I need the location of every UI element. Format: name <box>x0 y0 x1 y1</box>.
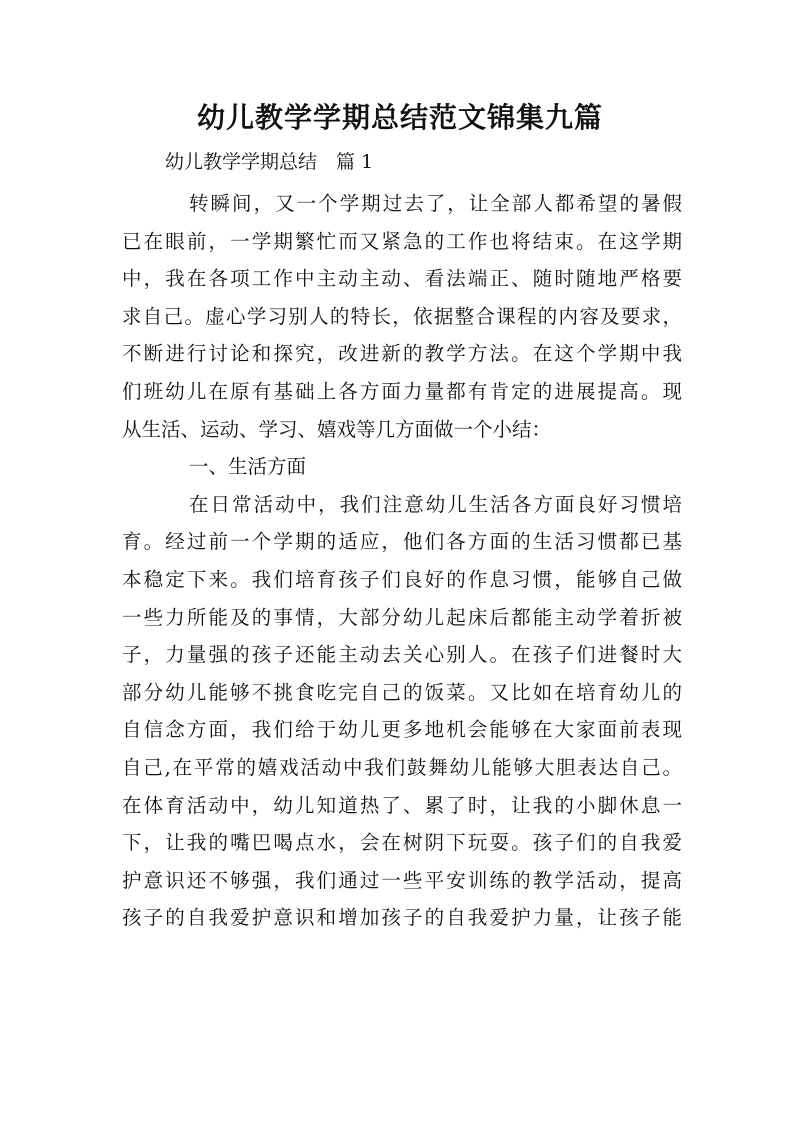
section-heading: 一、生活方面 <box>189 455 307 479</box>
paragraph-line: 本稳定下来。我们培育孩子们良好的作息习惯，能够自己做 <box>122 567 682 591</box>
paragraph-line: 求自己。虚心学习别人的特长，依据整合课程的内容及要求， <box>122 304 682 328</box>
paragraph-line: 子，力量强的孩子还能主动去关心别人。在孩子们进餐时大 <box>122 643 682 667</box>
paragraph-line: 下，让我的嘴巴喝点水，会在树阴下玩耍。孩子们的自我爱 <box>122 831 682 855</box>
paragraph-life <box>122 486 682 937</box>
paragraph-line: 孩子的自我爱护意识和增加孩子的自我爱护力量，让孩子能 <box>122 906 682 930</box>
paragraph-line: 转瞬间，又一个学期过去了，让全部人都希望的暑假 <box>189 192 682 215</box>
paragraph-intro <box>122 185 682 448</box>
paragraph-line: 自己,在平常的嬉戏活动中我们鼓舞幼儿能够大胆表达自己。 <box>122 755 682 779</box>
paragraph-line: 从生活、运动、学习、嬉戏等几方面做一个小结： <box>122 417 552 441</box>
document-body <box>122 185 682 937</box>
paragraph-line: 在体育活动中，幼儿知道热了、累了时，让我的小脚休息一 <box>122 793 682 817</box>
paragraph-line: 在日常活动中，我们注意幼儿生活各方面良好习惯培 <box>189 492 682 516</box>
paragraph-line: 中，我在各项工作中主动主动、看法端正、随时随地严格要 <box>122 267 682 291</box>
paragraph-line: 部分幼儿能够不挑食吃完自己的饭菜。又比如在培育幼儿的 <box>122 680 682 704</box>
paragraph-line: 不断进行讨论和探究，改进新的教学方法。在这个学期中我 <box>122 342 682 366</box>
paragraph-line: 一些力所能及的事情，大部分幼儿起床后都能主动学着折被 <box>122 605 682 629</box>
paragraph-line: 护意识还不够强，我们通过一些平安训练的教学活动，提高 <box>122 868 682 892</box>
section-subtitle: 幼儿教学学期总结 篇 1 <box>165 151 374 173</box>
document-title: 幼儿教学学期总结范文锦集九篇 <box>196 101 603 134</box>
paragraph-line: 已在眼前，一学期繁忙而又紧急的工作也将结束。在这学期 <box>122 229 682 253</box>
paragraph-line: 育。经过前一个学期的适应，他们各方面的生活习惯都已基 <box>122 530 682 554</box>
paragraph-line: 们班幼儿在原有基础上各方面力量都有肯定的进展提高。现 <box>122 379 682 403</box>
paragraph-line: 自信念方面，我们给于幼儿更多地机会能够在大家面前表现 <box>122 718 682 742</box>
